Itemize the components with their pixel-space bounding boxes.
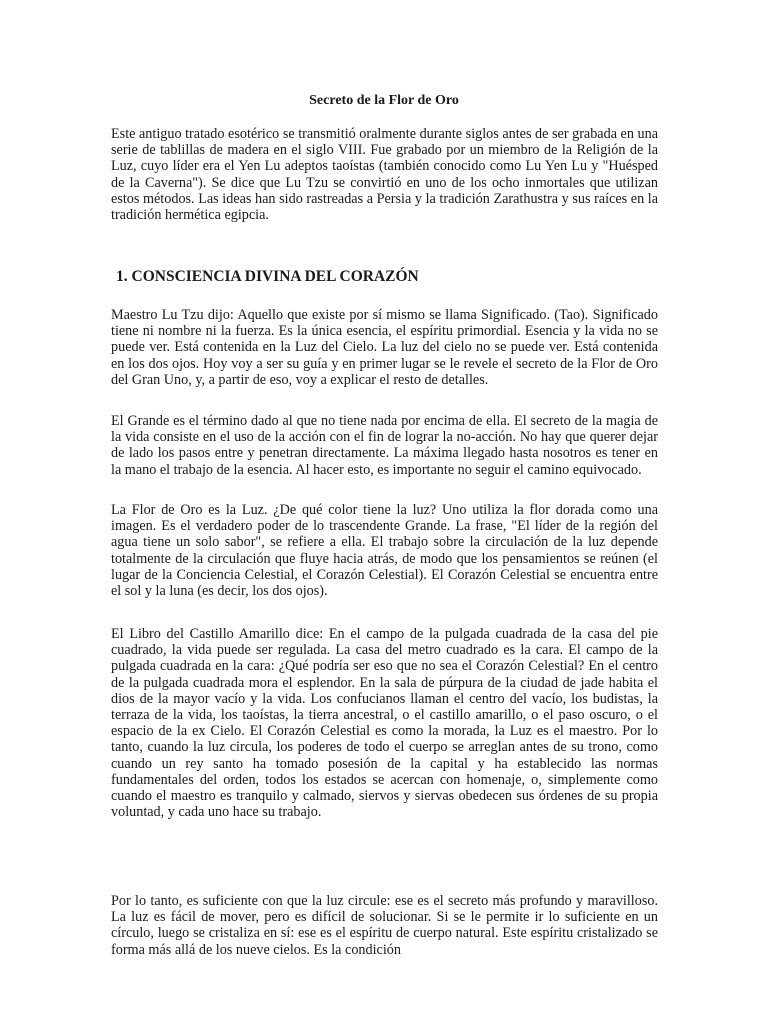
document-title: Secreto de la Flor de Oro	[309, 93, 459, 108]
paragraph-libro-castillo: El Libro del Castillo Amarillo dice: En el campo de la pulgada cuadrada de la casa del pie cuadrado, la vida puede ser regulada. La casa del metro cuadrado es la cara. El campo de la pulgada cuadrada en la cara: ¿Qué podría ser eso que no sea el Corazón Celestial? En el centro de la pulgada cuadrada mora el esplendor. En la sala de púrpura de la ciudad de jade habita el dios de la mayor vacío y la vida. Los confucianos llaman el centro del vacío, los budistas, la terraza de la vida, los taoístas, la tierra ancestral, o el castillo amarillo, o el paso oscuro, o el espacio de la ex Cielo. El Corazón Celestial es como la morada, la Luz es el maestro. Por lo tanto, cuando la luz circula, los poderes de todo el cuerpo se arreglan antes de su trono, como cuando un rey santo ha tomado posesión de la capital y ha establecido las normas fundamentales del orden, todos los estados se acercan con homenaje, o, simplemente como cuando el maestro es tranquilo y calmado, siervos y siervas obedecen sus órdenes de su propia voluntad, y cada uno hace su trabajo.	[111, 626, 658, 821]
paragraph-grande: El Grande es el término dado al que no tiene nada por encima de ella. El secreto de la magia de la vida consiste en el uso de la acción con el fin de lograr la no-acción. No hay que querer dejar de lado los pasos entre y penetran directamente. La máxima llegado hasta nosotros es tener en la mano el trabajo de la esencia. Al hacer esto, es importante no seguir el camino equivocado.	[111, 413, 658, 478]
section-heading: 1. CONSCIENCIA DIVINA DEL CORAZÓN	[116, 268, 419, 285]
paragraph-flor-de-oro: La Flor de Oro es la Luz. ¿De qué color tiene la luz? Uno utiliza la flor dorada como una imagen. Es el verdadero poder de lo trascendente Grande. La frase, "El líder de la región del agua tiene un solo sabor", se refiere a ella. El trabajo sobre la circulación de la luz depende totalmente de la circulación que fluye hacia atrás, de modo que los pensamientos se reúnen (el lugar de la Conciencia Celestial, el Corazón Celestial). El Corazón Celestial se encuentra entre el sol y la luna (es decir, los dos ojos).	[111, 502, 658, 600]
paragraph-por-lo-tanto: Por lo tanto, es suficiente con que la luz circule: ese es el secreto más profundo y maravilloso. La luz es fácil de mover, pero es difícil de solucionar. Si se le permite ir lo suficiente en un círculo, luego se cristaliza en sí: ese es el espíritu de cuerpo natural. Este espíritu cristalizado se forma más allá de los nueve cielos. Es la condición	[111, 893, 658, 958]
intro-paragraph: Este antiguo tratado esotérico se transmitió oralmente durante siglos antes de ser grabada en una serie de tablillas de madera en el siglo VIII. Fue grabado por un miembro de la Religión de la Luz, cuyo líder era el Yen Lu adeptos taoístas (también conocido como Lu Yen Lu y "Huésped de la Caverna"). Se dice que Lu Tzu se convirtió en uno de los ocho inmortales que utilizan estos métodos. Las ideas han sido rastreadas a Persia y la tradición Zarathustra y sus raíces en la tradición hermética egipcia.	[111, 126, 658, 224]
paragraph-maestro: Maestro Lu Tzu dijo: Aquello que existe por sí mismo se llama Significado. (Tao). Significado tiene ni nombre ni la fuerza. Es la única esencia, el espíritu primordial. Esencia y la vida no se puede ver. Está contenida en la Luz del Cielo. La luz del cielo no se puede ver. Está contenida en los dos ojos. Hoy voy a ser su guía y en primer lugar se le revele el secreto de la Flor de Oro del Gran Uno, y, a partir de eso, voy a explicar el resto de detalles.	[111, 307, 658, 388]
